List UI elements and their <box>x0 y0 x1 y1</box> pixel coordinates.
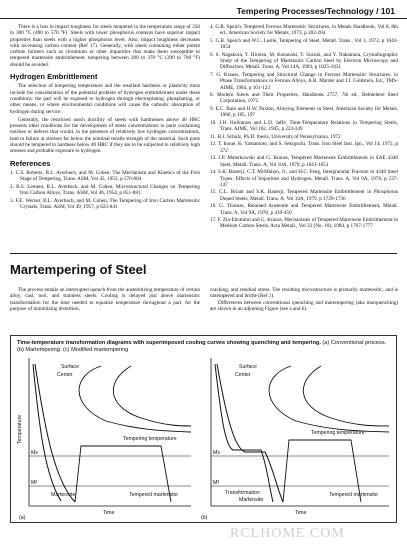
reference-item: 5. G.R. Speich and W.C. Leslie, Tempering of Steel, Metall. Trans., Vol 3, 1972, p 1043-1054 <box>210 37 398 51</box>
panel-a-mf-label: Mf <box>31 480 37 486</box>
reference-item: 17. F. Zia-Ebrahimi and G. Krauss, Mechanisms of Tempered Martensite Embrittlement in Medium Carbon Steels, Acta Metall., Vol 32 (No. 10), 1984, p 1767-1777 <box>210 217 398 230</box>
figure-svg <box>11 336 396 522</box>
reference-item: 12. T. Inoue, K. Yamamoto, and S. Sekiguchi, Trans. Iron Steel Inst. Jpn., Vol 14, 1972, p 372 <box>210 141 398 154</box>
header-rule <box>0 18 407 19</box>
paragraph-hydrogen-2: Generally, the restricted notch ductility of steels with hardnesses above 40 HRC presents ideal conditions for the development of stress concentrations in parts containing notches or defects that would, in the presence of relatively low hydrogen concentrations, lead to failure at stresses far below the nominal tensile strength of the material. Such parts should be tempered to hardness below 40 HRC if they are to be subjected to relatively high stresses and probable exposure to hydrogen. <box>10 116 200 155</box>
reference-item: 1. C.S. Roberts, B.L. Averbach, and M. Cohen, The Mechanism and Kinetics of the First Stage of Tempering, Trans. ASM, Vol 45, 1953, p 576-604 <box>10 169 200 183</box>
figure-caption-rest: (a) Conventional process. (b) Martempering. (c) Modified martempering <box>17 340 387 353</box>
reference-item: 3. F.E. Werner, B.L. Averbach, and M. Cohen, The Tempering of Iron Carbon Martensitic Crystals, Trans. ASM, Vol 49, 1957, p 823-841 <box>10 197 200 211</box>
figure-caption-bold: Time-temperature transformation diagrams with superimposed cooling curves showing quenching and tempering. <box>17 340 321 346</box>
section-title: Martempering of Steel <box>10 262 147 277</box>
panel-a-tag: (a) <box>19 515 26 521</box>
panel-b-surface-label: Surface <box>239 364 257 370</box>
panel-a-ms-label: Ms <box>31 450 38 456</box>
martempering-paragraph-right-1: cracking, and residual stress. The resulting microstructure is primarily martensitic, and is untempered and brittle (Ref 1). <box>210 287 398 300</box>
panel-a-ttt-curve-start <box>79 366 191 432</box>
reference-item: 7. G. Krauss, Tempering and Structural Change in Ferrous Martensitic Structures, in Phase Transformations in Ferrous Alloys, A.R. Marder and J.I. Goldstein, Ed., TMS-AIME, 1984, p 101-123 <box>210 71 398 91</box>
reference-item: 16. G. Thomas, Retained Austenite and Tempered Martensite Embrittlement, Metall. Trans. A, Vol 9A, 1978, p 439-450 <box>210 203 398 216</box>
reference-item: 6. S. Nagakura, Y. Hirotsu, M. Kusunoki, T. Suzuki, and Y. Nakamura, Crystallographic Study of the Tempering of Martensitic Carbon Steel by Electron Microscopy and Diffraction, Metall. Trans. A, Vol 14A, 1983, p 1025-1031 <box>210 51 398 71</box>
panel-a-tempered-label: Tempered martensite <box>129 492 178 498</box>
panel-b-transformation-label: Transformation <box>225 490 260 496</box>
martempering-paragraph-right <box>210 287 398 312</box>
panel-b-surface-curve <box>215 364 273 502</box>
panel-b-martensite-label: Martensite <box>239 497 264 503</box>
panel-b-ms-label: Ms <box>213 450 220 456</box>
panel-b-tag: (b) <box>201 515 208 521</box>
figure-ttt-diagrams <box>10 335 397 523</box>
heading-hydrogen-embrittlement: Hydrogen Embrittlement <box>10 72 98 82</box>
watermark: RCLHOME.COM <box>230 526 345 541</box>
reference-item: 15. C.L. Briant and S.K. Banerji, Tempered Martensite Embrittlement in Phosphorus Doped Steels, Metall. Trans. A, Vol 10A, 1979, p 1729-1736 <box>210 189 398 202</box>
panel-a-x-label: Time <box>103 510 115 516</box>
paragraph-hydrogen-1: The selection of tempering temperature and the resultant hardness or plasticity must include the consideration of the potential problem of hydrogen embrittlement under these conditions: the part will be exposed to hydrogen through electroplating, phosphating, or other means, or where environmental conditions will cause the cathodic absorption of hydrogen during service. <box>10 83 200 115</box>
martempering-paragraph-right-2: Differences between conventional quenching and martempering (aka marquenching) are shown in an adjoining Figure (see a and b). <box>210 299 398 312</box>
heading-references: References <box>10 158 51 168</box>
panel-b-mf-label: Mf <box>213 480 219 486</box>
panel-a-y-label: Temperature <box>17 414 23 444</box>
reference-item: 4. G.R. Speich, Tempered Ferrous Martensitic Structures, in Metals Handbook, Vol 8, 8th ed., American Society for Metals, 1973, p 202-204 <box>210 24 398 37</box>
panel-a-spacer <box>19 408 21 410</box>
martempering-paragraph-left: The process entails an interrupted quench from the austenitizing temperature of certain alloy, cast, tool, and stainless steels. Cooling is delayed just above martensitic transformation for the time needed to equalize temperature throughout a part, for the purpose of minimizing distortion, <box>10 287 200 312</box>
paragraph-impact-toughness: There is a loss in impact toughness for steels tempered in the temperature range of 250 to 300 °C (480 to 570 °F). Steels with lower phosphorus contents have superior impact properties than steels with a higher phosphorus level. Also, impact toughness decreases with increasing carbon content (Ref 17). Generally, with steels containing either potent carbide formers such as chromium or other impurities that make them susceptible to tempered martensite embrittlement, tempering between 200 to 370 °C (390 to 700 °F) should be avoided. <box>10 24 200 68</box>
reference-item: 13. J.P. Materkowski and G. Krauss, Tempered Martensite Embrittlement in SAE 4340 Steel, Metall. Trans. A, Vol 10A, 1979, p 1643-1651 <box>210 155 398 168</box>
panel-b-ttt-curve-start <box>269 366 389 432</box>
panel-b-tempered-label: Tempered martensite <box>329 492 378 498</box>
panel-b <box>201 358 389 521</box>
left-column <box>10 24 200 212</box>
panel-a <box>17 358 191 521</box>
reference-item: 9. E.C. Bain and H.W. Paxton, Alloying Elements in Steel, American Society for Metals, 1966, p 185, 197 <box>210 106 398 119</box>
panel-a-tempering-label: Tempering temperature <box>123 436 177 442</box>
right-column <box>210 24 398 231</box>
panel-b-center-label: Center <box>235 372 251 378</box>
reference-item: 2. B.S. Lement, B.L. Averbach, and M. Cohen, Microstructural Changes on Tempering Iron Carbon Alloys, Trans. ASM, Vol 46, 1954, p 851-881 <box>10 183 200 197</box>
panel-b-ttt-curve-finish <box>303 366 389 426</box>
panel-a-surface-label: Surface <box>61 364 79 370</box>
panel-a-martensite-label: Martensite <box>51 492 76 498</box>
reference-item: 8. Modern Steels and Their Properties, Handbook 2757, 7th ed., Bethlehem Steel Corporation, 1972 <box>210 92 398 105</box>
panel-a-center-label: Center <box>57 372 73 378</box>
panel-b-tempering-label: Tempering temperature <box>311 430 365 436</box>
section-rule <box>10 253 397 254</box>
panel-a-ttt-curve-finish <box>113 366 191 426</box>
running-head: Tempering Processes/Technology / 101 <box>236 6 395 16</box>
panel-b-center-curve <box>217 364 283 502</box>
reference-item: 10. J.H. Hollomon and L.D. Jaffe, Time-Temperature Relations in Tempering Steels, Trans. AIME, Vol 162, 1945, p 223-249 <box>210 119 398 133</box>
reference-item: 14. S.K. Banerji, C.T. McMahon, Jr., and H.C. Feng, Intergranular Fracture in 4340 Steel Types: Effects of Impurities and Hydrogen, Metall. Trans. A, Vol 9A, 1978, p 237-247 <box>210 169 398 188</box>
panel-b-x-label: Time <box>295 510 307 516</box>
reference-item: 11. B.J. Schulz, Ph.D. thesis, University of Pennsylvania, 1972 <box>210 133 341 140</box>
